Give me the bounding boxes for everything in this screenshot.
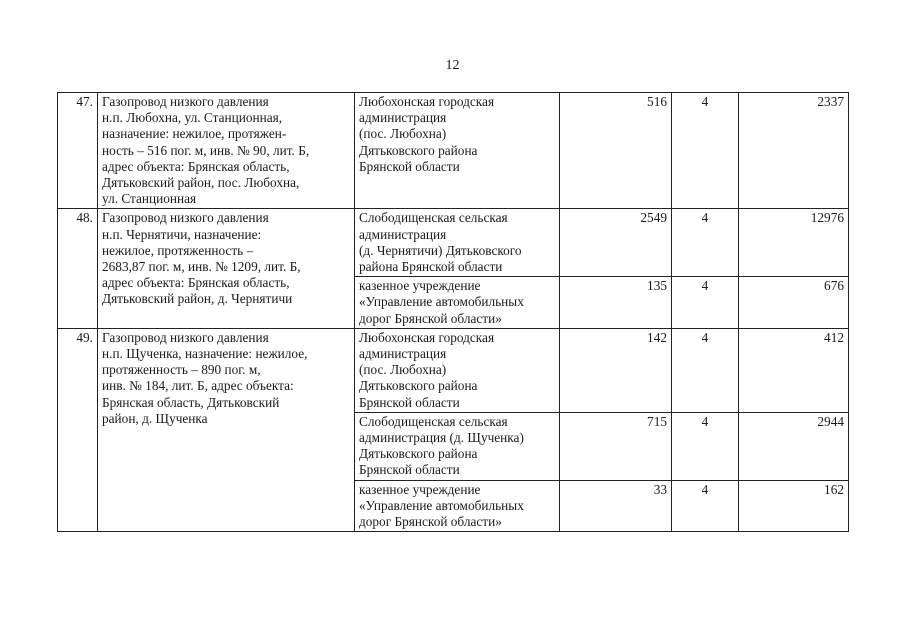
table-row xyxy=(58,93,849,209)
table-row xyxy=(58,328,849,412)
holder-line: Дятьковского района xyxy=(359,378,478,394)
length-cell: 135 xyxy=(560,277,672,329)
description-line: район, д. Щученка xyxy=(102,410,208,426)
description-line: н.п. Чернятичи, назначение: xyxy=(102,226,262,242)
share-cell: 4 xyxy=(672,209,739,277)
description-line: Газопровод низкого давления xyxy=(102,210,269,226)
holder-line: Слободищенская сельская xyxy=(359,210,508,226)
holder-line: Брянской области xyxy=(359,158,460,174)
description-line: ность – 516 пог. м, инв. № 90, лит. Б, xyxy=(102,142,310,158)
property-table xyxy=(57,92,849,532)
value-cell: 12976 xyxy=(739,209,849,277)
share-cell: 4 xyxy=(672,93,739,209)
value-cell: 412 xyxy=(739,328,849,412)
holder-name xyxy=(355,328,560,412)
length-cell: 2549 xyxy=(560,209,672,277)
row-number: 48. xyxy=(58,209,98,328)
holder-line: администрация (д. Щученка) xyxy=(359,430,524,446)
object-description xyxy=(98,93,355,209)
description-line: н.п. Щученка, назначение: нежилое, xyxy=(102,346,308,362)
description-line: Дятьковский район, пос. Любохна, xyxy=(102,175,300,191)
page-number: 12 xyxy=(445,58,460,73)
description-line: протяженность – 890 пог. м, xyxy=(102,362,261,378)
length-cell: 516 xyxy=(560,93,672,209)
holder-line: Дятьковского района xyxy=(359,142,478,158)
description-line: Газопровод низкого давления xyxy=(102,329,269,345)
description-line: Газопровод низкого давления xyxy=(102,94,269,109)
description-line: адрес объекта: Брянская область, xyxy=(102,275,290,291)
value-cell: 2337 xyxy=(739,93,849,209)
description-line: нежилое, протяженность – xyxy=(102,242,254,258)
holder-line: Дятьковского района xyxy=(359,446,478,462)
holder-line: «Управление автомобильных xyxy=(359,497,524,513)
table-body xyxy=(58,93,849,532)
holder-name xyxy=(355,277,560,329)
holder-line: администрация xyxy=(359,346,447,362)
object-description xyxy=(98,209,355,328)
share-cell: 4 xyxy=(672,277,739,329)
holder-line: (пос. Любохна) xyxy=(359,362,447,378)
value-cell: 162 xyxy=(739,480,849,532)
holder-line: администрация xyxy=(359,226,447,242)
description-line: назначение: нежилое, протяжен- xyxy=(102,126,287,142)
holder-name xyxy=(355,412,560,480)
holder-line: казенное учреждение xyxy=(359,481,481,497)
value-cell: 676 xyxy=(739,277,849,329)
object-description xyxy=(98,328,355,531)
table-row xyxy=(58,209,849,277)
holder-line: района Брянской области xyxy=(359,259,503,275)
description-line: Дятьковский район, д. Чернятичи xyxy=(102,291,293,307)
length-cell: 33 xyxy=(560,480,672,532)
row-number: 49. xyxy=(58,328,98,531)
description-line: 2683,87 пог. м, инв. № 1209, лит. Б, xyxy=(102,259,301,275)
holder-line: Любохонская городская xyxy=(359,94,495,109)
value-cell: 2944 xyxy=(739,412,849,480)
holder-name xyxy=(355,93,560,209)
holder-line: (пос. Любохна) xyxy=(359,126,447,142)
holder-line: Слободищенская сельская xyxy=(359,413,508,429)
description-line: адрес объекта: Брянская область, xyxy=(102,158,290,174)
holder-line: казенное учреждение xyxy=(359,278,481,294)
description-line: ул. Станционная xyxy=(102,191,197,207)
holder-line: (д. Чернятичи) Дятьковского xyxy=(359,242,522,258)
holder-line: Любохонская городская xyxy=(359,329,495,345)
length-cell: 715 xyxy=(560,412,672,480)
holder-line: администрация xyxy=(359,110,447,126)
share-cell: 4 xyxy=(672,412,739,480)
row-number: 47. xyxy=(58,93,98,209)
holder-line: дорог Брянской области» xyxy=(359,514,502,530)
share-cell: 4 xyxy=(672,328,739,412)
description-line: Брянская область, Дятьковский xyxy=(102,394,280,410)
holder-name xyxy=(355,209,560,277)
description-line: н.п. Любохна, ул. Станционная, xyxy=(102,110,283,126)
holder-line: дорог Брянской области» xyxy=(359,310,502,326)
share-cell: 4 xyxy=(672,480,739,532)
holder-line: Брянской области xyxy=(359,462,460,478)
length-cell: 142 xyxy=(560,328,672,412)
description-line: инв. № 184, лит. Б, адрес объекта: xyxy=(102,378,294,394)
holder-line: Брянской области xyxy=(359,394,460,410)
holder-line: «Управление автомобильных xyxy=(359,294,524,310)
holder-name xyxy=(355,480,560,532)
